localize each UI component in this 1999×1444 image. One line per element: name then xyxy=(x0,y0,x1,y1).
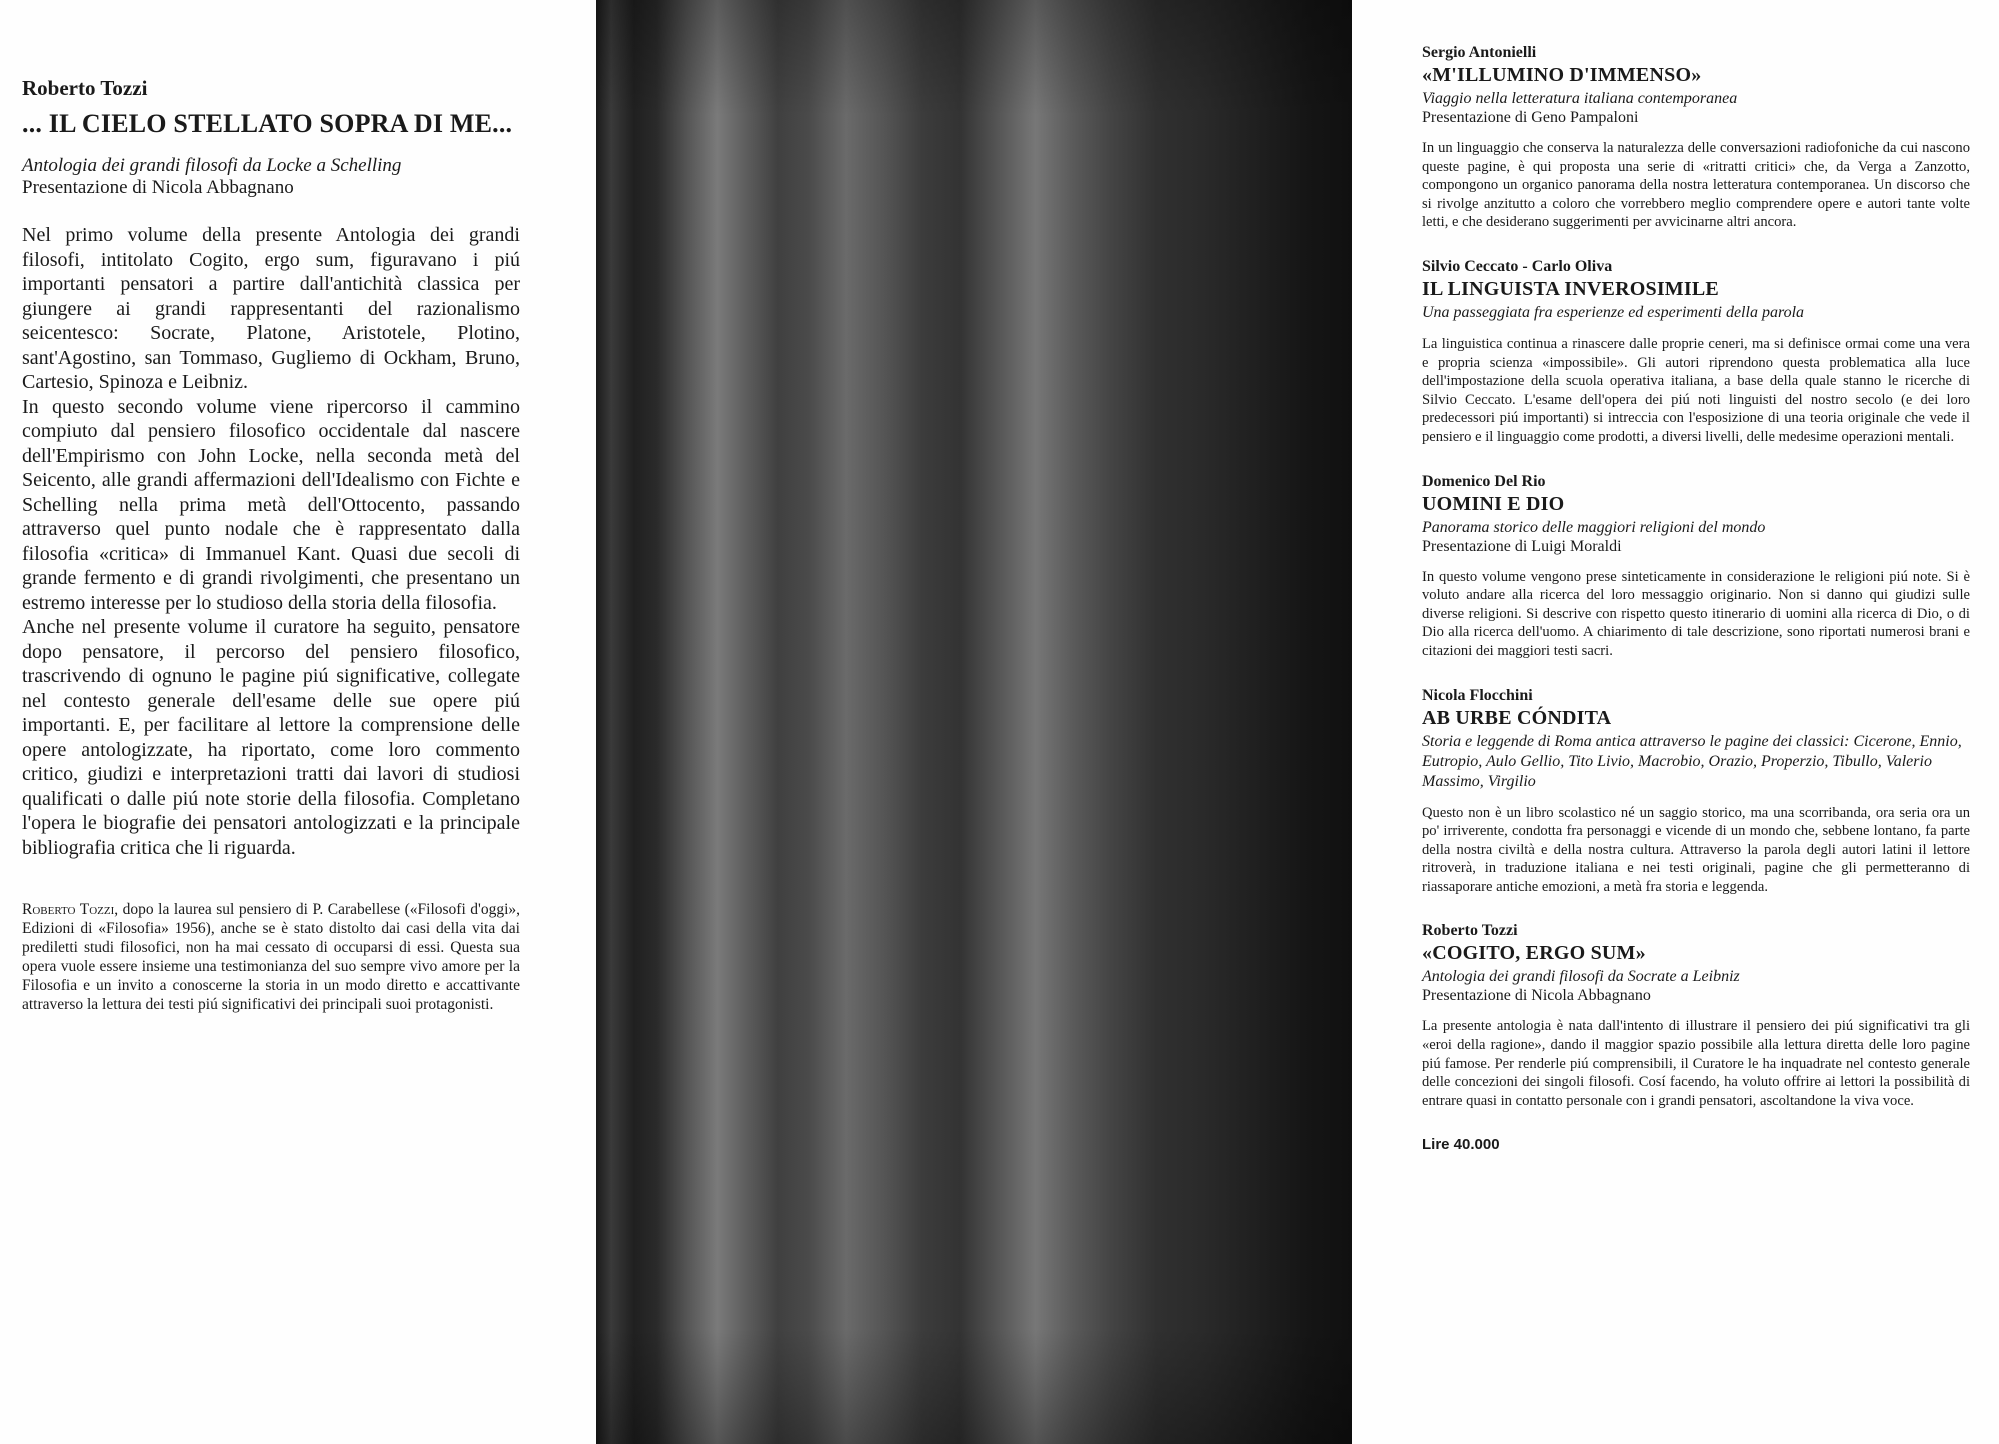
catalog-entry xyxy=(1422,44,1970,232)
description-paragraph: In questo secondo volume viene ripercorso il cammino compiuto dal pensiero filosofico occidentale dal nascere dell'Empirismo con John Locke, nella seconda metà del Seicento, alle grandi affermazioni dell'Idealismo con Fichte e Schelling nella prima metà dell'Ottocento, passando attraverso quel punto nodale che è rappresentato dalla filosofia «critica» di Immanuel Kant. Quasi due secoli di grande fermento e di grandi rivolgimenti, che presentano un estremo interesse per lo studioso della storia della filosofia. xyxy=(22,395,520,614)
catalog-entry xyxy=(1422,922,1970,1110)
entry-author: Domenico Del Rio xyxy=(1422,472,1546,490)
entry-presentation: Presentazione di Nicola Abbagnano xyxy=(1422,987,1651,1005)
catalog-entry xyxy=(1422,258,1970,447)
entry-author: Silvio Ceccato - Carlo Oliva xyxy=(1422,257,1613,275)
entry-author: Roberto Tozzi xyxy=(1422,922,1518,940)
entry-presentation: Presentazione di Geno Pampaloni xyxy=(1422,109,1639,126)
bio-text: , dopo la laurea sul pensiero di P. Carabellese («Filosofi d'oggi», Edizioni di «Filosofia» 1956), anche se è stato distolto dai casi della vita dai prediletti studi filosofici, non ha mai cessato di occuparsi di essi. Questa sua opera vuole essere insieme una testimonianza del suo sempre vivo amore per la Filosofia e un invito a conoscerne la storia in un modo diretto e accattivante attraverso la lettura dei testi piú significativi dei principali suoi protagonisti. xyxy=(22,901,521,1013)
left-flap xyxy=(0,0,600,1444)
author-bio xyxy=(22,900,520,1014)
entry-subtitle: Antologia dei grandi filosofi da Socrate a Leibniz xyxy=(1422,968,1740,986)
book-subtitle: Antologia dei grandi filosofi da Locke a Schelling xyxy=(22,155,402,176)
entry-subtitle: Storia e leggende di Roma antica attraverso le pagine dei classici: Cicerone, Ennio, Eutropio, Aulo Gellio, Tito Livio, Macrobio, Orazio, Properzio, Tibullo, Valerio Massimo, Virgilio xyxy=(1422,732,1962,790)
entry-description: In questo volume vengono prese sinteticamente in considerazione le religioni piú note. Si è voluto andare alla ricerca del loro messaggio originario. Non si danno qui giudizi sulle diverse religioni. Si descrive con rispetto questo itinerario di uomini alla ricerca di Dio, o di Dio alla ricerca dell'uomo. A chiarimento di tale descrizione, sono riportati numerosi brani e citazioni dei maggiori testi sacri. xyxy=(1422,568,1970,659)
entry-title: «M'ILLUMINO D'IMMENSO» xyxy=(1422,64,1702,86)
entry-title: UOMINI E DIO xyxy=(1422,492,1565,515)
book-author: Roberto Tozzi xyxy=(22,76,148,100)
description-paragraph: Nel primo volume della presente Antologia dei grandi filosofi, intitolato Cogito, ergo sum, figuravano i piú importanti pensatori a partire dall'antichità classica per giungere ai grandi rappresentanti del razionalismo seicentesco: Socrate, Platone, Aristotele, Plotino, sant'Agostino, san Tommaso, Gugliemo di Ockham, Bruno, Cartesio, Spinoza e Leibniz. xyxy=(22,224,520,393)
entry-author: Nicola Flocchini xyxy=(1422,686,1533,704)
catalog-entry xyxy=(1422,473,1970,661)
entry-description: In un linguaggio che conserva la naturalezza delle conversazioni radiofoniche da cui nascono queste pagine, è qui proposta una serie di «ritratti critici» che, da Verga a Zanzotto, compongono un organico panorama della nostra letteratura contemporanea. Un discorso che si rivolge anzitutto a coloro che vorrebbero meglio comprendere opere e autori tante volte letti, e che desiderano suggerimenti per avvicinarne altri ancora. xyxy=(1422,140,1970,231)
entry-description: La linguistica continua a rinascere dalle proprie ceneri, ma si definisce ormai come una vera e propria scienza «impossibile». Gli autori riprendono questa problematica alla luce dell'impostazione della scuola operativa italiana, a base della quale stanno le ricerche di Silvio Ceccato. L'esame dell'opera dei piú noti linguisti del nostro secolo (e dei loro predecessori piú importanti) si intreccia con l'esposizione di una teoria originale che vede il pensiero e il linguaggio come prodotti, a diversi livelli, delle medesime operazioni mentali. xyxy=(1422,335,1970,445)
left-flap-content xyxy=(22,76,520,1014)
entry-presentation: Presentazione di Luigi Moraldi xyxy=(1422,537,1622,555)
entry-author: Sergio Antonielli xyxy=(1422,44,1537,61)
book-spine xyxy=(596,0,1354,1444)
catalog-list xyxy=(1422,44,1970,1153)
entry-description: La presente antologia è nata dall'intento di illustrare il pensiero dei piú significativi tra gli «eroi della ragione», dando il maggior spazio possibile alla lettura diretta delle loro pagine piú famose. Per renderle piú comprensibili, il Curatore le ha inquadrate nel contesto generale delle concezioni dei singoli filosofi. Cosí facendo, ha voluto offrire ai lettori la possibilità di entrare quasi in contatto personale con i grandi pensatori, ascoltandone la viva voce. xyxy=(1422,1018,1970,1109)
entry-subtitle: Viaggio nella letteratura italiana contemporanea xyxy=(1422,90,1738,107)
catalog-entry xyxy=(1422,687,1970,897)
entry-description: Questo non è un libro scolastico né un saggio storico, ma una scorribanda, ora seria ora un po' irriverente, condotta fra personaggi e vicende di un mondo che, sebbene lontano, fa parte della nostra civiltà e della nostra cultura. Attraverso la parola degli autori latini il lettore ritroverà, in traduzione italiana e nei testi originali, pagine che gli permetteranno di riassaporare antiche emozioni, a metà fra storia e leggenda. xyxy=(1422,804,1970,895)
book-title: ... IL CIELO STELLATO SOPRA DI ME... xyxy=(22,109,513,138)
entry-subtitle: Panorama storico delle maggiori religioni del mondo xyxy=(1422,518,1766,536)
entry-title: «COGITO, ERGO SUM» xyxy=(1422,942,1646,965)
entry-title: AB URBE CÓNDITA xyxy=(1422,706,1612,729)
price-label: Lire 40.000 xyxy=(1422,1136,1500,1154)
book-presentation: Presentazione di Nicola Abbagnano xyxy=(22,177,294,198)
bio-author-name: Roberto Tozzi xyxy=(22,901,115,918)
right-flap xyxy=(1352,0,1999,1444)
description-paragraph: Anche nel presente volume il curatore ha seguito, pensatore dopo pensatore, il percorso del pensiero filosofico, trascrivendo di ognuno le pagine piú significative, collegate nel contesto generale dell'esame delle sue opere piú importanti. E, per facilitare al lettore la comprensione delle opere antologizzate, ha riportato, come loro commento critico, giudizi e interpretazioni tratti dai lavori di studiosi qualificati o dalle piú note storie della filosofia. Completano l'opera le biografie dei pensatori antologizzati e la principale bibliografia critica che li riguarda. xyxy=(22,616,520,859)
entry-title: IL LINGUISTA INVEROSIMILE xyxy=(1422,277,1719,300)
entry-subtitle: Una passeggiata fra esperienze ed esperimenti della parola xyxy=(1422,303,1805,321)
book-description xyxy=(22,223,520,860)
